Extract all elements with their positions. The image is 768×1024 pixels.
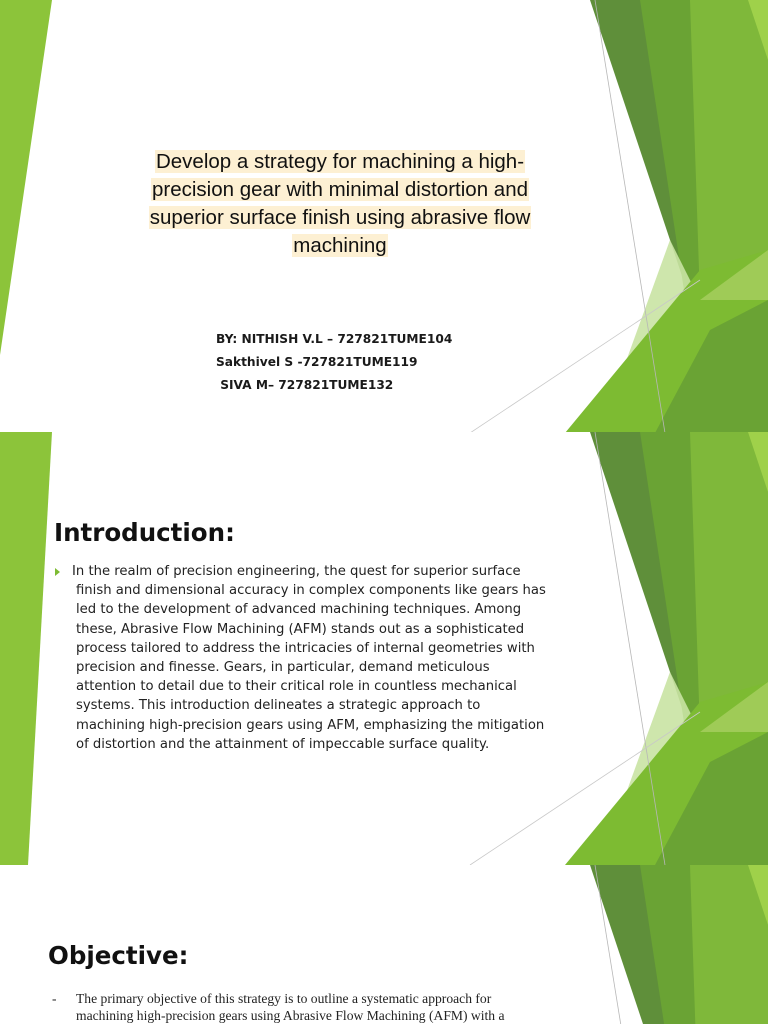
title-line: superior surface finish using abrasive flow — [149, 206, 531, 229]
paragraph-line: machining high-precision gears using Abrasive Flow Machining (AFM) with a — [76, 1008, 505, 1023]
paragraph-line: attention to detail due to their critical role in countless mechanical — [76, 679, 517, 695]
paragraph-line: In the realm of precision engineering, the quest for superior surface — [72, 564, 521, 579]
paragraph-line: led to the development of advanced machining techniques. Among — [76, 602, 522, 618]
paragraph-line: The primary objective of this strategy is to outline a systematic approach for — [76, 991, 492, 1006]
introduction-slide — [0, 432, 768, 865]
paragraph-line: finish and dimensional accuracy in complex components like gears has — [76, 583, 546, 599]
paragraph-line: machining high-precision gears using AFM, emphasizing the mitigation — [76, 717, 545, 733]
author-line: BY: NITHISH V.L – 727821TUME104 — [216, 332, 453, 346]
author-line: Sakthivel S -727821TUME119 — [216, 355, 418, 369]
section-heading: Introduction: — [54, 518, 235, 547]
bullet-dash: - — [52, 991, 57, 1006]
objective-slide — [0, 865, 768, 1024]
title-line: Develop a strategy for machining a high- — [155, 150, 525, 173]
author-line: SIVA M– 727821TUME132 — [216, 378, 394, 392]
paragraph-line: these, Abrasive Flow Machining (AFM) stands out as a sophisticated — [76, 621, 525, 637]
paragraph-line: process tailored to address the intricacies of internal geometries with — [76, 640, 535, 656]
author-list — [216, 328, 452, 397]
objective-paragraph — [76, 990, 579, 1024]
title-line: precision gear with minimal distortion and — [151, 178, 528, 201]
title-slide — [0, 0, 768, 432]
bullet-arrow-icon — [55, 568, 60, 576]
introduction-paragraph — [72, 562, 585, 754]
slide-title — [118, 148, 562, 260]
section-heading: Objective: — [48, 941, 189, 970]
paragraph-line: precision and finesse. Gears, in particular, demand meticulous — [76, 660, 490, 676]
paragraph-line: systems. This introduction delineates a strategic approach to — [76, 698, 481, 714]
paragraph-line: of distortion and the attainment of impeccable surface quality. — [76, 736, 490, 752]
title-line: machining — [293, 234, 387, 257]
